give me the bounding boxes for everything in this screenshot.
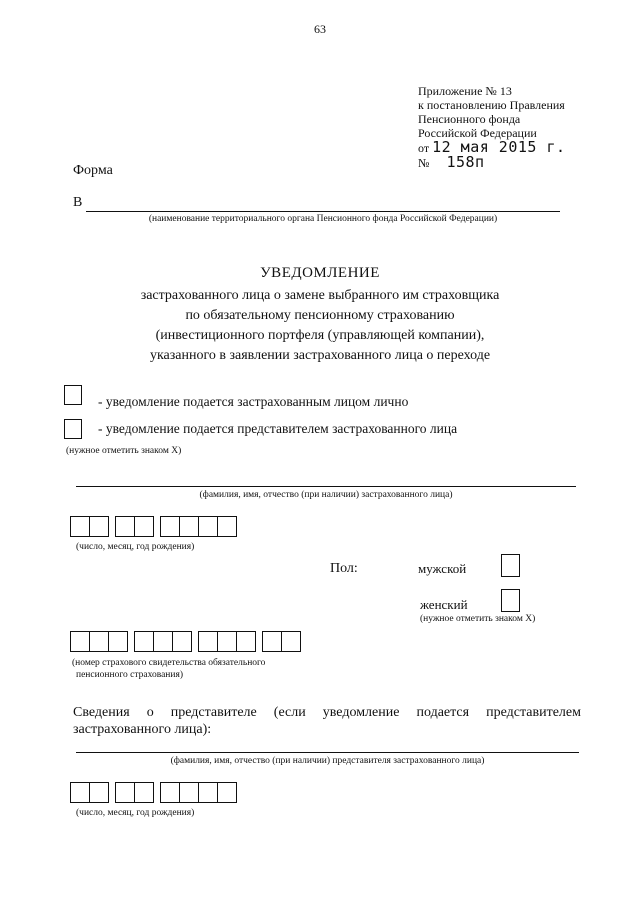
appendix-date-prefix: от <box>418 141 430 155</box>
input-cell[interactable] <box>108 631 128 652</box>
input-cell[interactable] <box>172 631 192 652</box>
snils-hint-line-1: (номер страхового свидетельства обязательного <box>72 658 266 668</box>
checkbox-male[interactable] <box>501 554 520 577</box>
option-representative-label: - уведомление подается представителем застрахованного лица <box>98 421 458 436</box>
representative-birth-hint: (число, месяц, год рождения) <box>76 808 195 818</box>
appendix-number-value: 158п <box>446 153 485 171</box>
subtitle-line-2: по обязательному пенсионному страхованию <box>185 308 455 323</box>
input-cell[interactable] <box>179 516 199 537</box>
appendix-line-3: Пенсионного фонда <box>418 112 521 126</box>
cell-group <box>70 782 109 803</box>
cell-group <box>262 631 301 652</box>
appendix-number-prefix: № <box>418 156 430 170</box>
recipient-field[interactable] <box>86 211 560 212</box>
input-cell[interactable] <box>153 631 173 652</box>
representative-name-field[interactable] <box>76 752 579 753</box>
appendix-date-value: 12 мая 2015 г. <box>432 138 566 156</box>
input-cell[interactable] <box>70 782 90 803</box>
input-cell[interactable] <box>115 516 135 537</box>
cell-group <box>115 782 154 803</box>
input-cell[interactable] <box>179 782 199 803</box>
input-cell[interactable] <box>198 516 218 537</box>
page-number: 63 <box>314 22 326 36</box>
input-cell[interactable] <box>89 782 109 803</box>
appendix-line-4: Российской Федерации <box>418 126 537 140</box>
option-personal-label: - уведомление подается застрахованным лицом лично <box>98 394 409 409</box>
input-cell[interactable] <box>70 631 90 652</box>
gender-label: Пол: <box>330 561 358 576</box>
subtitle-line-1: застрахованного лица о замене выбранного им страховщика <box>140 288 500 303</box>
input-cell[interactable] <box>70 516 90 537</box>
recipient-letter: В <box>73 195 83 210</box>
submission-hint: (нужное отметить знаком X) <box>66 446 182 456</box>
snils-hint-line-2: пенсионного страхования) <box>76 670 184 680</box>
cell-group <box>160 516 237 537</box>
form-label: Форма <box>73 163 113 178</box>
insured-name-hint: (фамилия, имя, отчество (при наличии) застрахованного лица) <box>199 490 453 500</box>
snils-field[interactable] <box>70 631 301 652</box>
checkbox-personal[interactable] <box>64 385 82 405</box>
insured-birth-date-field[interactable] <box>70 516 237 537</box>
representative-birth-date-field[interactable] <box>70 782 237 803</box>
insured-name-field[interactable] <box>76 486 576 487</box>
gender-male-label: мужской <box>418 561 467 576</box>
recipient-hint: (наименование территориального органа Пенсионного фонда Российской Федерации) <box>148 214 498 224</box>
representative-info-line-1: Сведения о представителе (если уведомление подается представителем <box>73 705 581 720</box>
input-cell[interactable] <box>89 631 109 652</box>
cell-group <box>134 631 192 652</box>
input-cell[interactable] <box>217 782 237 803</box>
document-subtitle <box>0 286 640 366</box>
cell-group <box>115 516 154 537</box>
representative-info-line-2: застрахованного лица): <box>73 722 212 737</box>
document-title: УВЕДОМЛЕНИЕ <box>260 265 380 281</box>
input-cell[interactable] <box>160 516 180 537</box>
appendix-line-2: к постановлению Правления <box>418 98 565 112</box>
checkbox-female[interactable] <box>501 589 520 612</box>
checkbox-representative[interactable] <box>64 419 82 439</box>
input-cell[interactable] <box>134 782 154 803</box>
input-cell[interactable] <box>160 782 180 803</box>
input-cell[interactable] <box>217 516 237 537</box>
cell-group <box>70 516 109 537</box>
input-cell[interactable] <box>134 631 154 652</box>
input-cell[interactable] <box>236 631 256 652</box>
appendix-line-1: Приложение № 13 <box>418 84 512 98</box>
input-cell[interactable] <box>198 782 218 803</box>
subtitle-line-3: (инвестиционного портфеля (управляющей компании), <box>155 328 485 343</box>
appendix-date <box>418 140 566 155</box>
input-cell[interactable] <box>262 631 282 652</box>
appendix-block <box>418 84 566 170</box>
snils-hint <box>72 657 265 681</box>
appendix-number <box>418 155 566 170</box>
input-cell[interactable] <box>198 631 218 652</box>
gender-female-label: женский <box>420 597 468 612</box>
input-cell[interactable] <box>115 782 135 803</box>
input-cell[interactable] <box>281 631 301 652</box>
input-cell[interactable] <box>217 631 237 652</box>
gender-hint: (нужное отметить знаком X) <box>420 614 536 624</box>
representative-name-hint: (фамилия, имя, отчество (при наличии) представителя застрахованного лица) <box>170 756 485 766</box>
input-cell[interactable] <box>89 516 109 537</box>
input-cell[interactable] <box>134 516 154 537</box>
insured-birth-hint: (число, месяц, год рождения) <box>76 542 195 552</box>
subtitle-line-4: указанного в заявлении застрахованного лица о переходе <box>149 348 491 363</box>
cell-group <box>160 782 237 803</box>
cell-group <box>198 631 256 652</box>
cell-group <box>70 631 128 652</box>
